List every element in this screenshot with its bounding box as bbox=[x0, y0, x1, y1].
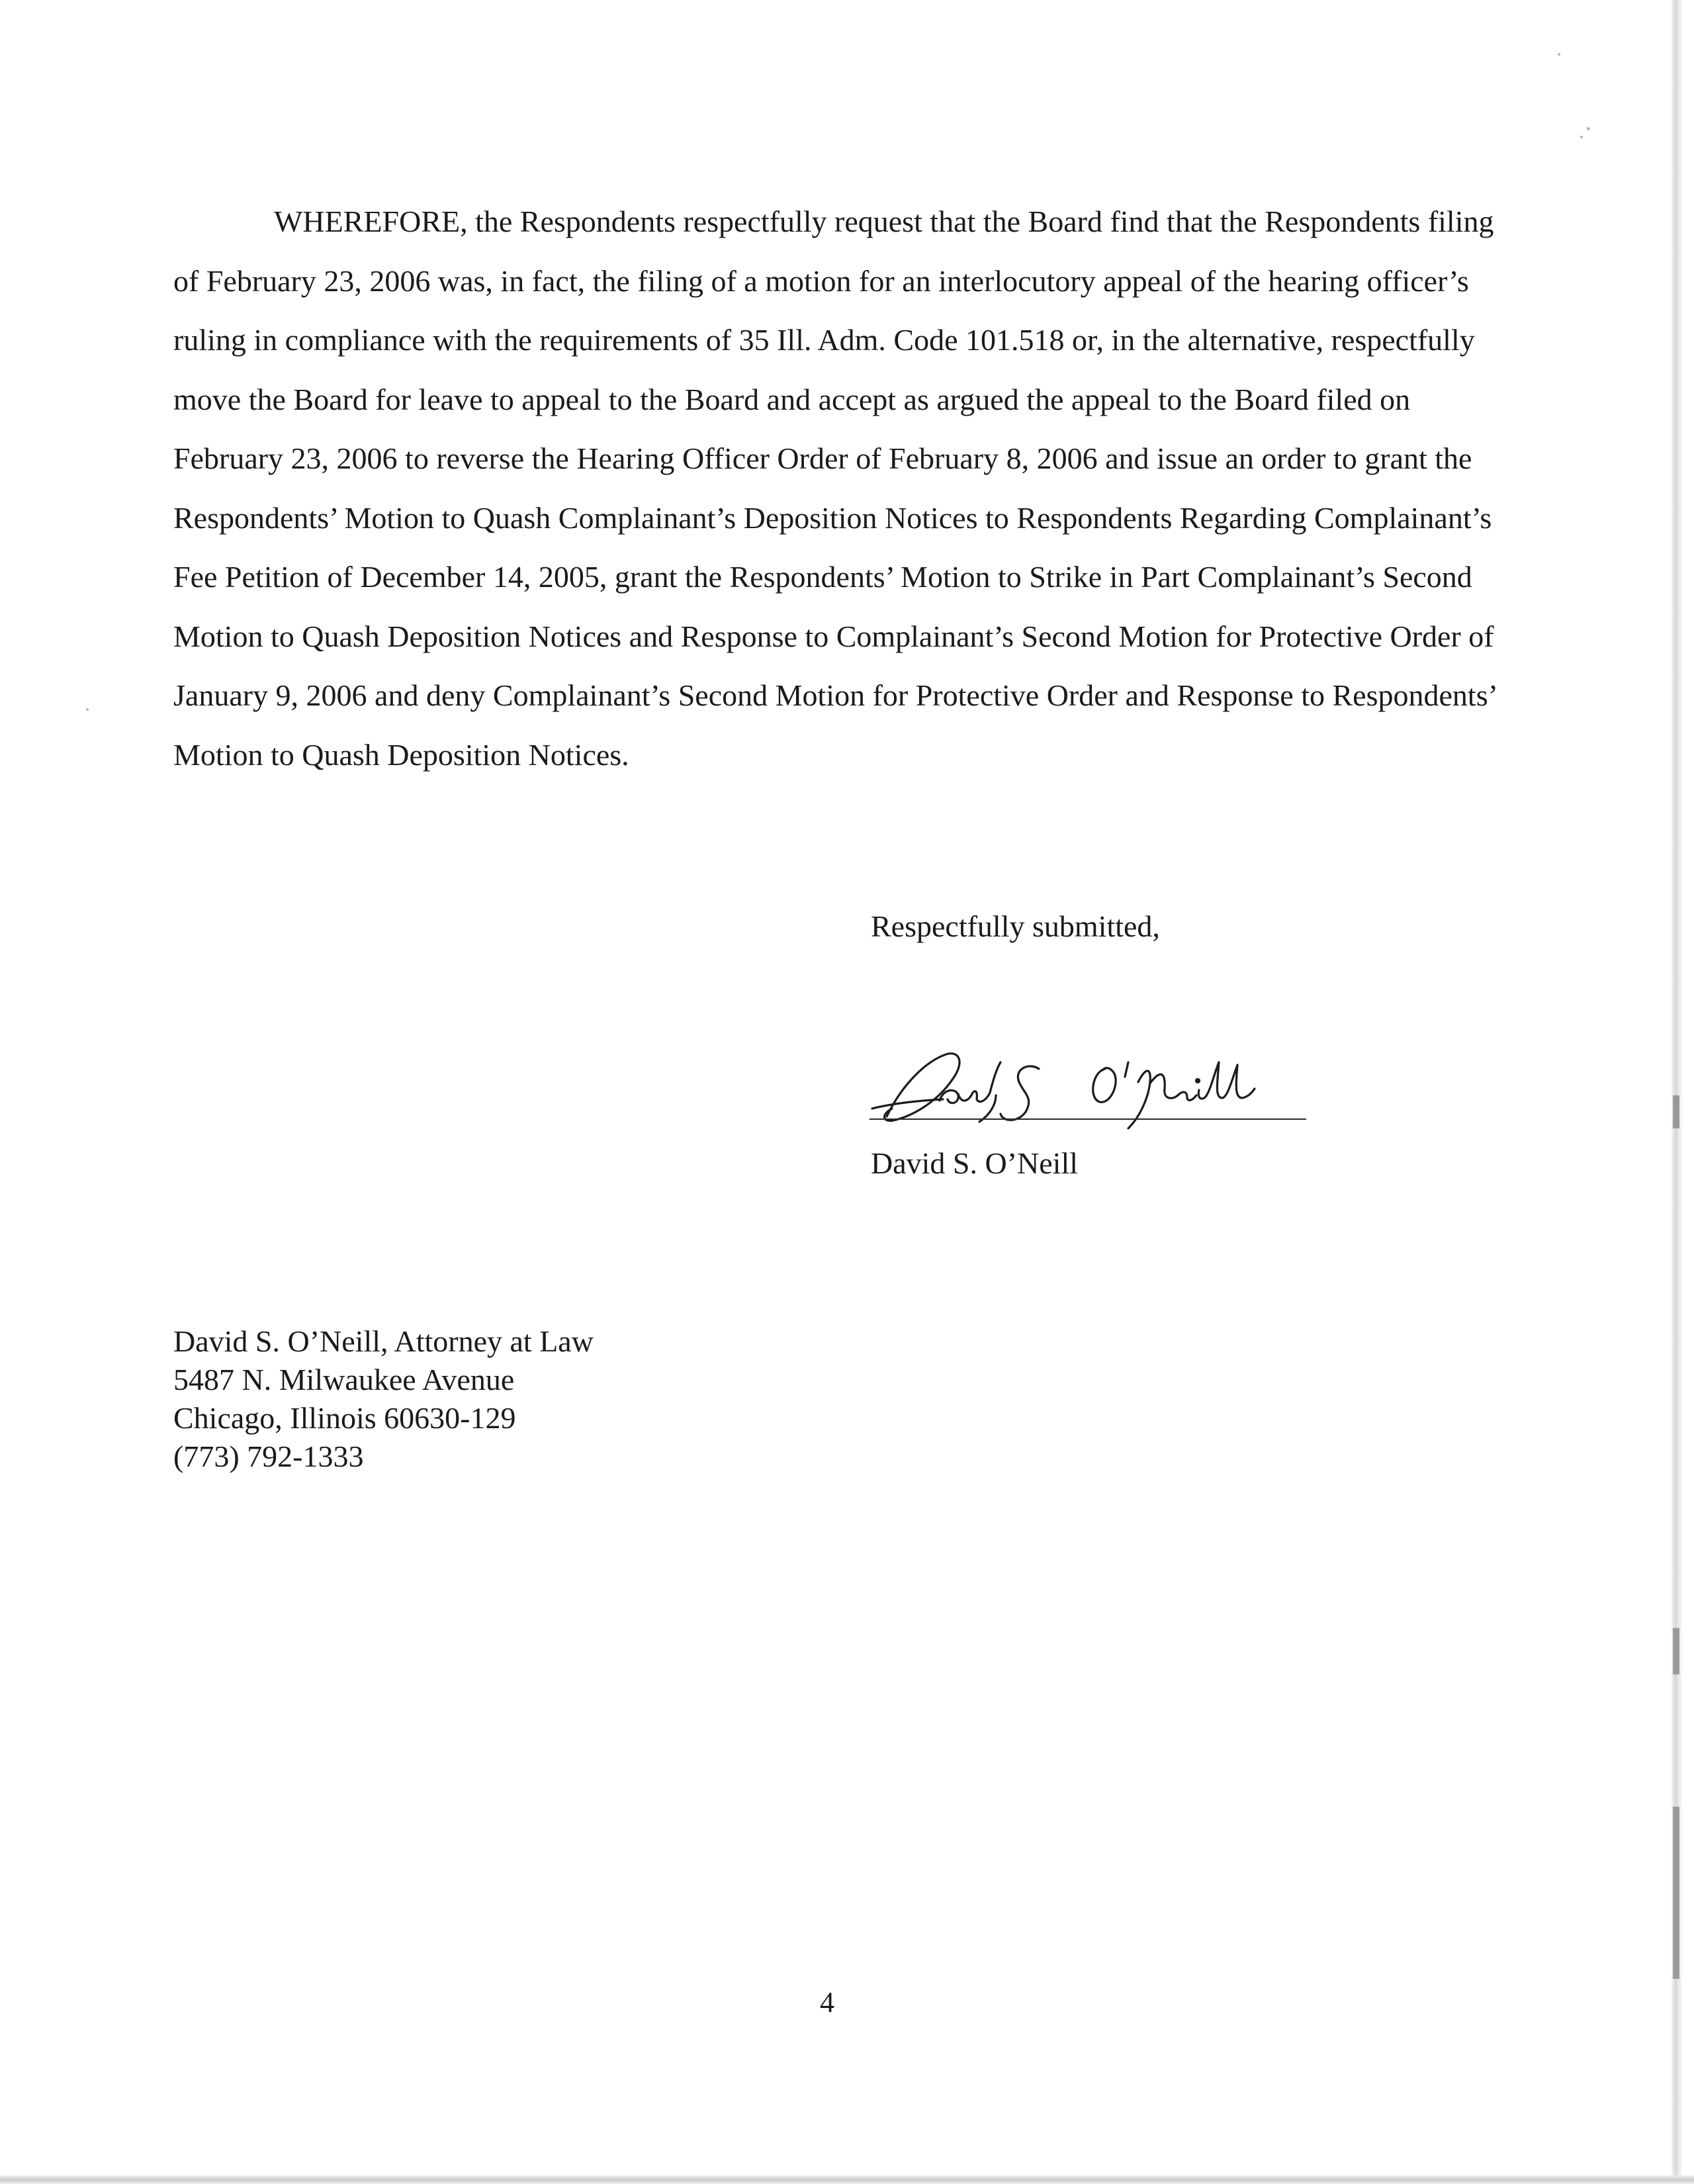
scan-speck bbox=[1580, 136, 1583, 138]
scan-artifact bbox=[1673, 1807, 1679, 1979]
scan-edge-bottom bbox=[0, 2175, 1694, 2184]
address-line-city: Chicago, Illinois 60630-129 bbox=[173, 1401, 516, 1435]
address-line-street: 5487 N. Milwaukee Avenue bbox=[173, 1363, 515, 1396]
attorney-address-block bbox=[173, 1322, 594, 1476]
scan-artifact bbox=[1673, 1095, 1679, 1128]
scan-artifact bbox=[1673, 1628, 1679, 1674]
scan-edge-right bbox=[1672, 0, 1682, 2184]
scan-speck bbox=[1587, 127, 1590, 130]
scan-speck bbox=[1558, 53, 1560, 56]
address-line-name: David S. O’Neill, Attorney at Law bbox=[173, 1324, 594, 1358]
body-text bbox=[173, 192, 1497, 784]
signature-line bbox=[869, 1118, 1306, 1120]
page-number: 4 bbox=[820, 1986, 834, 2019]
signer-name: David S. O’Neill bbox=[871, 1146, 1079, 1180]
closing-line: Respectfully submitted, bbox=[871, 909, 1160, 943]
address-line-phone: (773) 792-1333 bbox=[173, 1439, 364, 1473]
scan-speck bbox=[86, 708, 89, 711]
wherefore-paragraph: WHEREFORE, the Respondents respectfully request that the Board find that the Respondents filing of February 23, 2006 was, in fact, the filing of a motion for an interlocutory appeal of the hearing officer’s ruling in compliance with the requirements of 35 Ill. Adm. Code 101.518 or, in the alternative, respectfully move the Board for leave to appeal to the Board and accept as argued the appeal to the Board filed on February 23, 2006 to reverse the Hearing Officer Order of February 8, 2006 and issue an order to grant the Respondents’ Motion to Quash Complainant’s Deposition Notices to Respondents Regarding Complainant’s Fee Petition of December 14, 2005, grant the Respondents’ Motion to Strike in Part Complainant’s Second Motion to Quash Deposition Notices and Response to Complainant’s Second Motion for Protective Order of January 9, 2006 and deny Complainant’s Second Motion for Protective Order and Response to Respondents’ Motion to Quash Deposition Notices. bbox=[173, 205, 1496, 772]
signature-handwritten bbox=[860, 1042, 1310, 1135]
